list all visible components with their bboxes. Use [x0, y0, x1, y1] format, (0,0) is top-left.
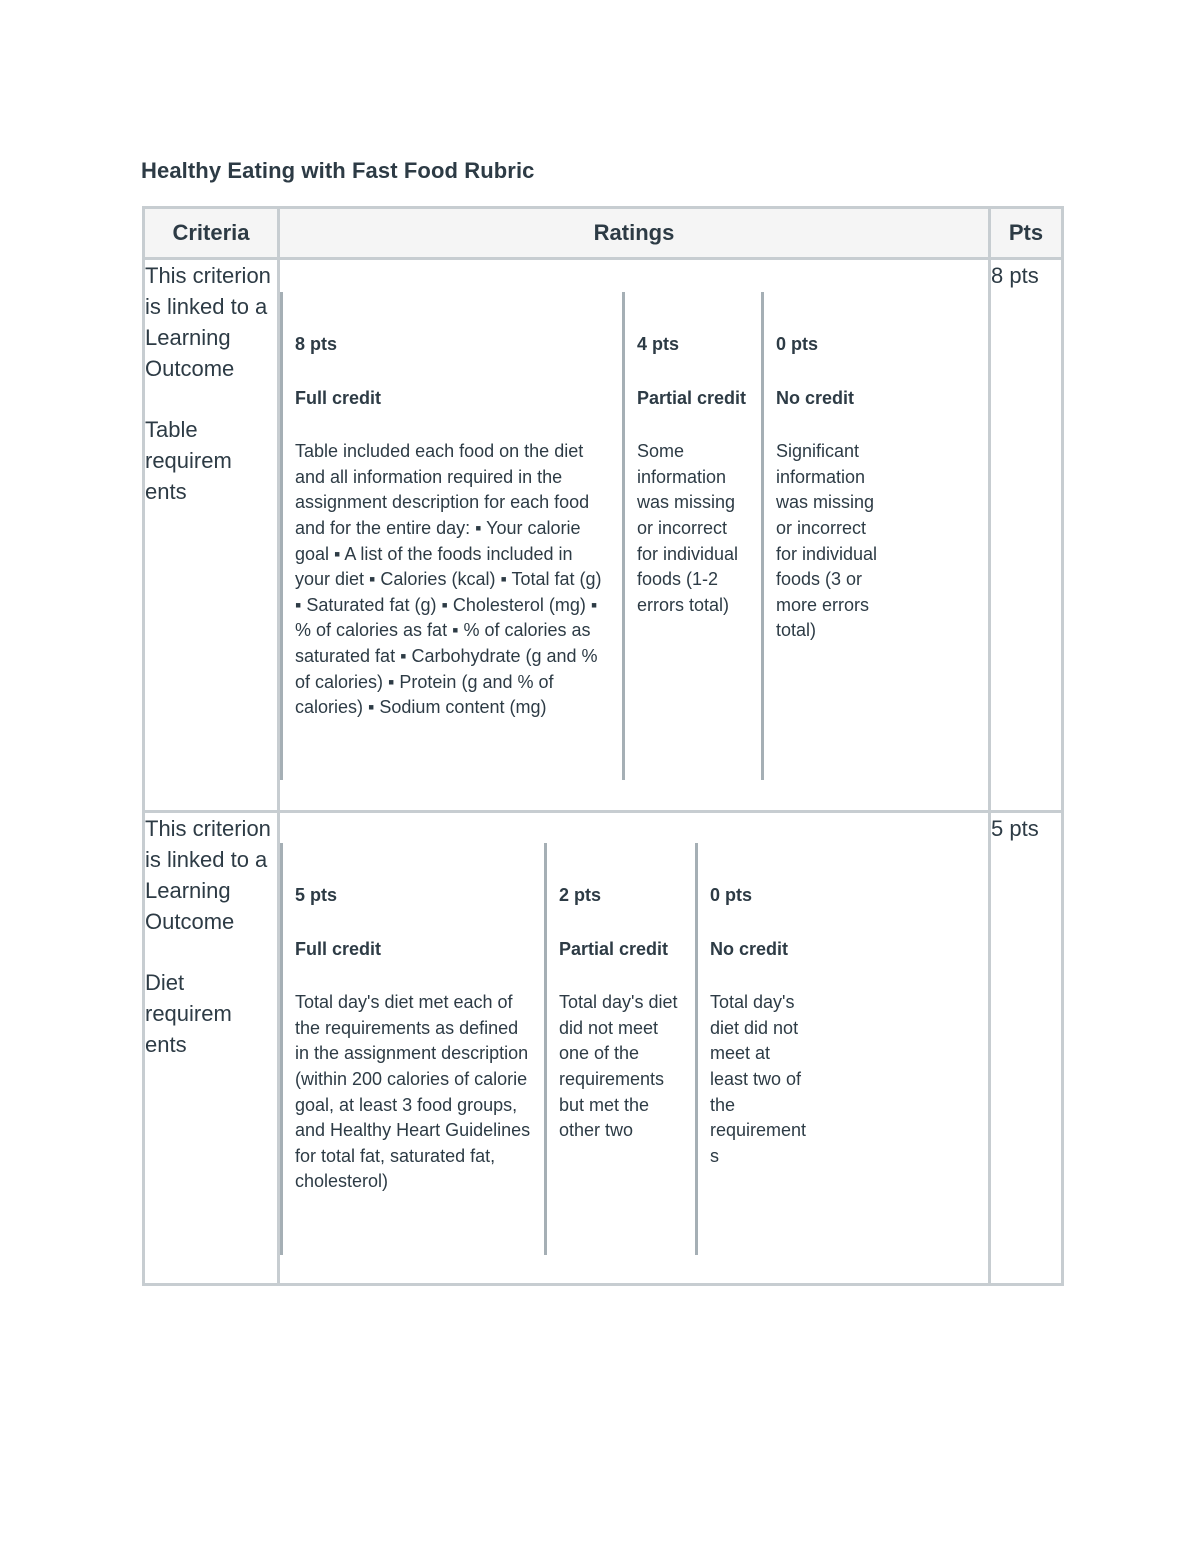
rating-title: No credit: [776, 387, 855, 408]
rating-partial-credit: [544, 843, 695, 1255]
ratings-list: [280, 292, 988, 780]
rating-full-credit: [280, 292, 622, 780]
header-ratings: Ratings: [279, 208, 990, 259]
rating-description: Significant information was missing or incorrect for individual foods (3 or more errors total): [776, 441, 878, 641]
table-header-row: [144, 208, 1063, 259]
criterion-description: Diet requirem ents: [145, 970, 232, 1057]
header-criteria: Criteria: [144, 208, 279, 259]
header-pts: Pts: [990, 208, 1063, 259]
rating-no-credit: [695, 843, 825, 1255]
rating-points: 4 pts: [637, 334, 680, 354]
table-row: [144, 259, 1063, 812]
page-title: Healthy Eating with Fast Food Rubric: [141, 158, 535, 183]
ratings-cell: [279, 812, 990, 1285]
criterion-cell: [144, 812, 279, 1285]
rating-description: Total day's diet did not meet at least two of the requirement s: [710, 992, 807, 1166]
rating-points: 5 pts: [295, 885, 338, 905]
ratings-list: [280, 843, 988, 1255]
criterion-description: Table requirem ents: [145, 417, 232, 504]
rating-description: Some information was missing or incorrect for individual foods (1-2 errors total): [637, 441, 739, 615]
rating-title: Partial credit: [559, 938, 669, 959]
rating-title: Full credit: [295, 938, 382, 959]
rating-points: 8 pts: [295, 334, 338, 354]
rating-description: Total day's diet met each of the requirements as defined in the assignment description (within 200 calories of calorie goal, at least 3 food groups, and Healthy Heart Guidelines for total fat, saturated fat, cholesterol): [295, 992, 531, 1192]
rating-title: Partial credit: [637, 387, 747, 408]
ratings-cell: [279, 259, 990, 812]
criterion-cell: [144, 259, 279, 812]
rating-description: Table included each food on the diet and all information required in the assignment description for each food and for the entire day: ▪ Your calorie goal ▪ A list of the foods included in your diet ▪ Calories (kcal) ▪ Total fat (g) ▪ Saturated fat (g) ▪ Cholesterol (mg) ▪ % of calories as fat ▪ % of calories as saturated fat ▪ Carbohydrate (g and % of calories) ▪ Protein (g and % of calories) ▪ Sodium content (mg): [295, 441, 602, 718]
rating-title: Full credit: [295, 387, 382, 408]
criterion-points: 5 pts: [990, 812, 1063, 1285]
criterion-outcome-note: This criterion is linked to a Learning Outcome: [145, 816, 271, 934]
rating-no-credit: [761, 292, 901, 780]
rating-title: No credit: [710, 938, 789, 959]
rating-points: 0 pts: [710, 885, 753, 905]
rating-points: 2 pts: [559, 885, 602, 905]
rating-partial-credit: [622, 292, 761, 780]
rubric-table: [142, 206, 1064, 1286]
criterion-points: 8 pts: [990, 259, 1063, 812]
rating-points: 0 pts: [776, 334, 819, 354]
criterion-outcome-note: This criterion is linked to a Learning Outcome: [145, 263, 271, 381]
rating-description: Total day's diet did not meet one of the requirements but met the other two: [559, 992, 678, 1141]
rating-full-credit: [280, 843, 544, 1255]
table-row: [144, 812, 1063, 1285]
